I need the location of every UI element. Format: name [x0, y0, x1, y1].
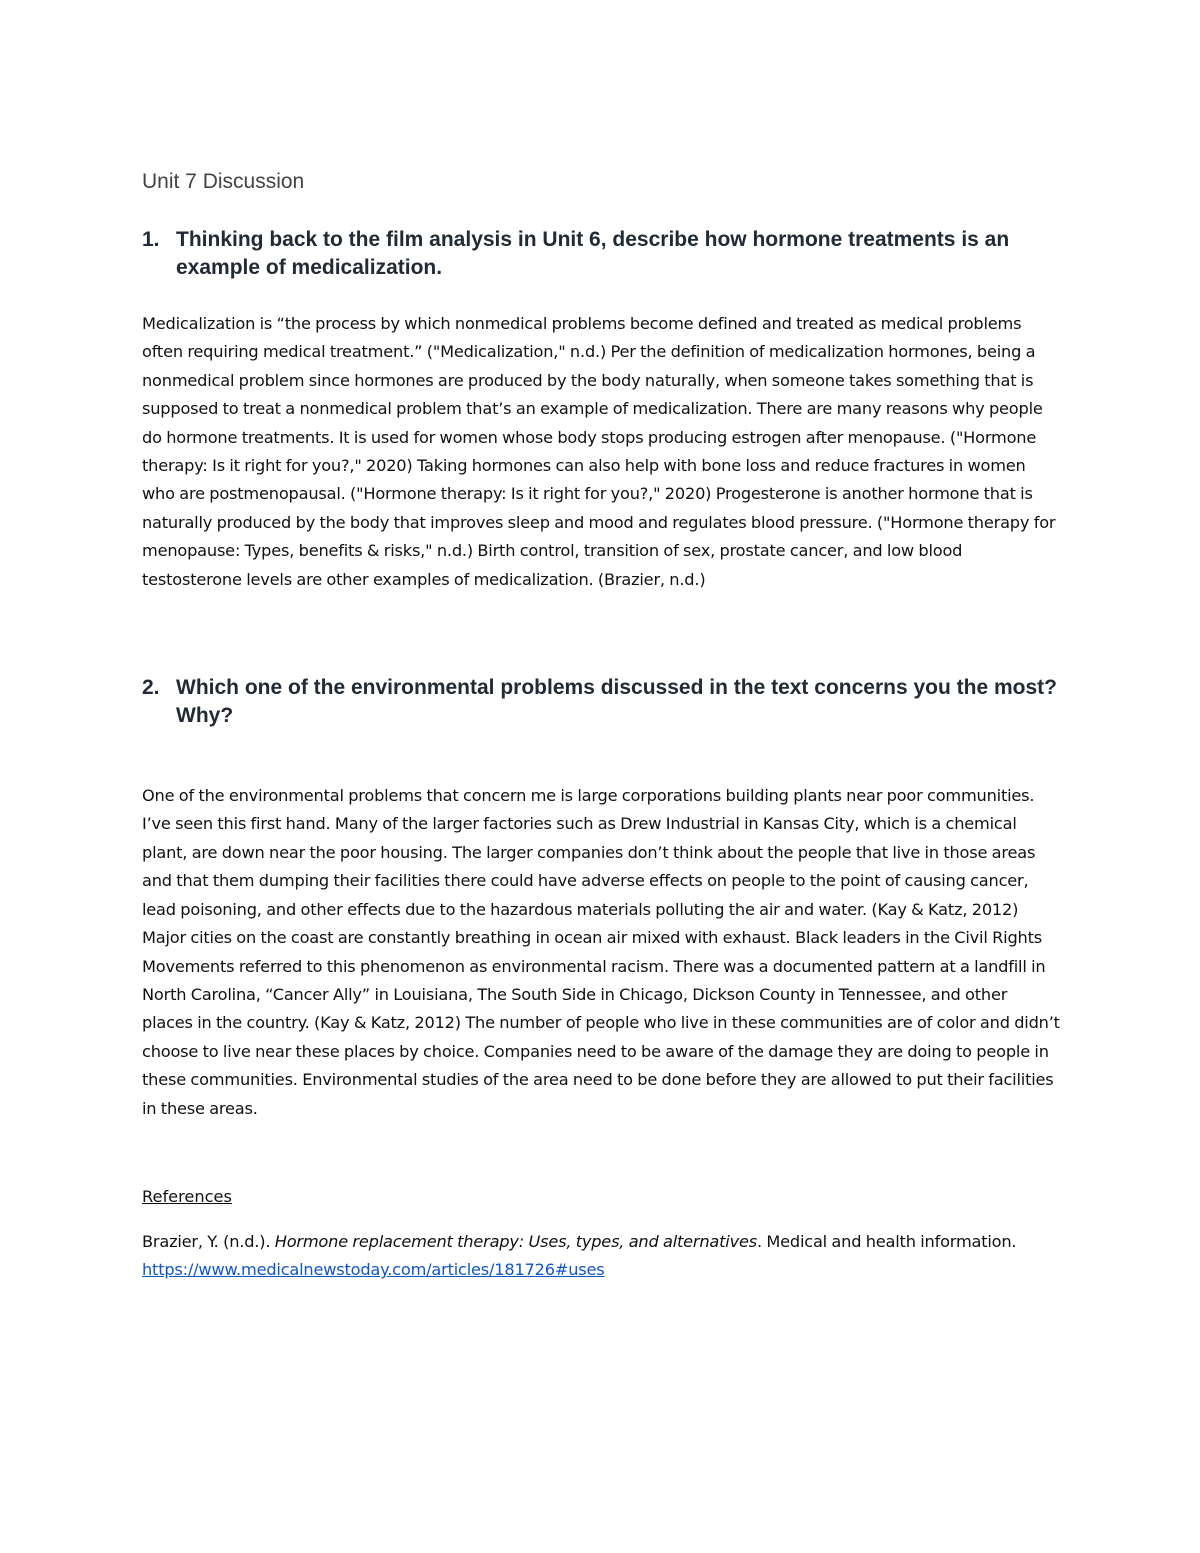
answer-2: One of the environmental problems that concern me is large corporations building plants near poor communities. I’ve seen this first hand. Many of the larger factories such as Drew Industrial in Kansas City, which is a chemical plant, are down near the poor housing. The larger companies don’t think about the people that live in those areas and that them dumping their facilities there could have adverse effects on people to the point of causing cancer, lead poisoning, and other effects due to the hazardous materials polluting the air and water. (Kay & Katz, 2012) Major cities on the coast are constantly breathing in ocean air mixed with exhaust. Black leaders in the Civil Rights Movements referred to this phenomenon as environmental racism. There was a documented pattern at a landfill in North Carolina, “Cancer Ally” in Louisiana, The South Side in Chicago, Dickson County in Tennessee, and other places in the country. (Kay & Katz, 2012) The number of people who live in these communities are of color and didn’t choose to live near these places by choice. Companies need to be aware of the damage they are doing to people in these communities. Environmental studies of the area need to be done before they are allowed to put their facilities in these areas. — [142, 786, 1060, 1118]
question-1 — [142, 226, 1062, 282]
question-number: 1. — [142, 228, 160, 251]
question-2 — [142, 674, 1062, 730]
page-title: Unit 7 Discussion — [142, 170, 305, 193]
reference-title: Hormone replacement therapy: Uses, types, and alternatives — [274, 1231, 757, 1251]
question-number: 2. — [142, 676, 160, 700]
reference-entry — [142, 1228, 1062, 1285]
document-content — [142, 168, 1062, 1285]
answer-1: Medicalization is “the process by which nonmedical problems become defined and treated as medical problems often requiring medical treatment.” ("Medicalization," n.d.) Per the definition of medicalization hormones, being a nonmedical problem since hormones are produced by the body naturally, when someone takes something that is supposed to treat a nonmedical problem that’s an example of medicalization. There are many reasons why people do hormone treatments. It is used for women whose body stops producing estrogen after menopause. ("Hormone therapy: Is it right for you?," 2020) Taking hormones can also help with bone loss and reduce fractures in women who are postmenopausal. ("Hormone therapy: Is it right for you?," 2020) Progesterone is another hormone that is naturally produced by the body that improves sleep and mood and regulates blood pressure. ("Hormone therapy for menopause: Types, benefits & risks," n.d.) Birth control, transition of sex, prostate cancer, and low blood testosterone levels are other examples of medicalization. (Brazier, n.d.) — [142, 314, 1056, 589]
question-text: Which one of the environmental problems discussed in the text concerns you the most? Why? — [176, 676, 1057, 728]
reference-link[interactable]: https://www.medicalnewstoday.com/articles/181726#uses — [142, 1260, 605, 1280]
references-heading: References — [142, 1186, 232, 1206]
reference-source: . Medical and health information. — [756, 1231, 1017, 1251]
question-text: Thinking back to the film analysis in Unit 6, describe how hormone treatments is an example of medicalization. — [176, 228, 1010, 279]
reference-author: Brazier, Y. (n.d.). — [142, 1231, 275, 1251]
